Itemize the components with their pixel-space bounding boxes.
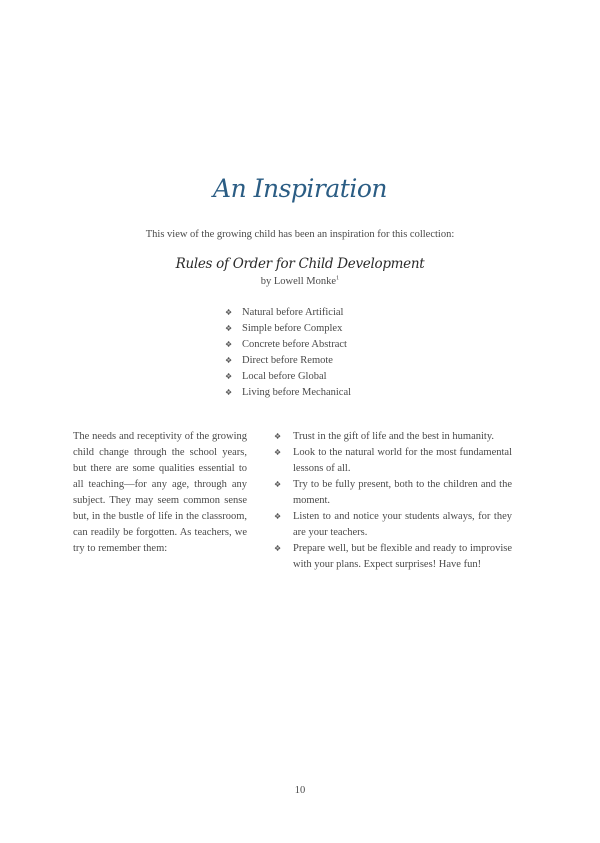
rule-item [225,352,351,368]
byline [0,276,600,287]
principle-item [271,429,512,445]
rule-item [225,384,351,400]
rules-list [225,304,351,400]
rule-text: Living before Mechanical [242,386,352,398]
principle-text: Prepare well, but be flexible and ready to improvise with your plans. Expect surprises! Have fun! [293,543,512,570]
footnote-marker: 1 [336,274,340,282]
rule-text: Direct before Remote [242,354,333,366]
principle-item [271,541,512,573]
body-paragraph: The needs and receptivity of the growing child change through the school years, but there are some qualities essential to all teaching—for any age, through any subject. They may seem common sense but, in the bustle of life in the classroom, can readily be forgotten. As teachers, we try to remember them: [73,431,247,554]
dingbat-bullet-icon: ❖ [225,307,233,317]
dingbat-bullet-icon: ❖ [274,512,282,521]
rules-title: Rules of Order for Child Development [175,256,425,272]
principle-text: Listen to and notice your students always, for they are your teachers. [293,511,512,538]
dingbat-bullet-icon: ❖ [274,448,282,457]
principle-item [271,445,512,477]
rule-text: Concrete before Abstract [242,338,347,350]
dingbat-bullet-icon: ❖ [274,432,282,441]
page-number: 10 [294,785,306,796]
dingbat-bullet-icon: ❖ [225,355,233,365]
rule-text: Natural before Artificial [242,306,344,318]
principle-text: Look to the natural world for the most fundamental lessons of all. [293,447,512,474]
dingbat-bullet-icon: ❖ [225,371,233,381]
page-title: An Inspiration [213,174,387,203]
principle-item [271,477,512,509]
rule-text: Local before Global [242,370,327,382]
rule-item [225,320,351,336]
byline-text: by Lowell Monke [260,276,336,287]
rule-text: Simple before Complex [242,322,343,334]
principle-item [271,509,512,541]
rule-item [225,368,351,384]
principles-list [271,429,512,573]
dingbat-bullet-icon: ❖ [225,339,233,349]
rule-item [225,304,351,320]
dingbat-bullet-icon: ❖ [274,544,282,553]
principle-text: Trust in the gift of life and the best in humanity. [293,431,495,442]
dingbat-bullet-icon: ❖ [274,480,282,489]
dingbat-bullet-icon: ❖ [225,323,233,333]
principle-text: Try to be fully present, both to the children and the moment. [293,479,512,506]
dingbat-bullet-icon: ❖ [225,387,233,397]
intro-text: This view of the growing child has been an inspiration for this collection: [145,229,455,240]
rule-item [225,336,351,352]
